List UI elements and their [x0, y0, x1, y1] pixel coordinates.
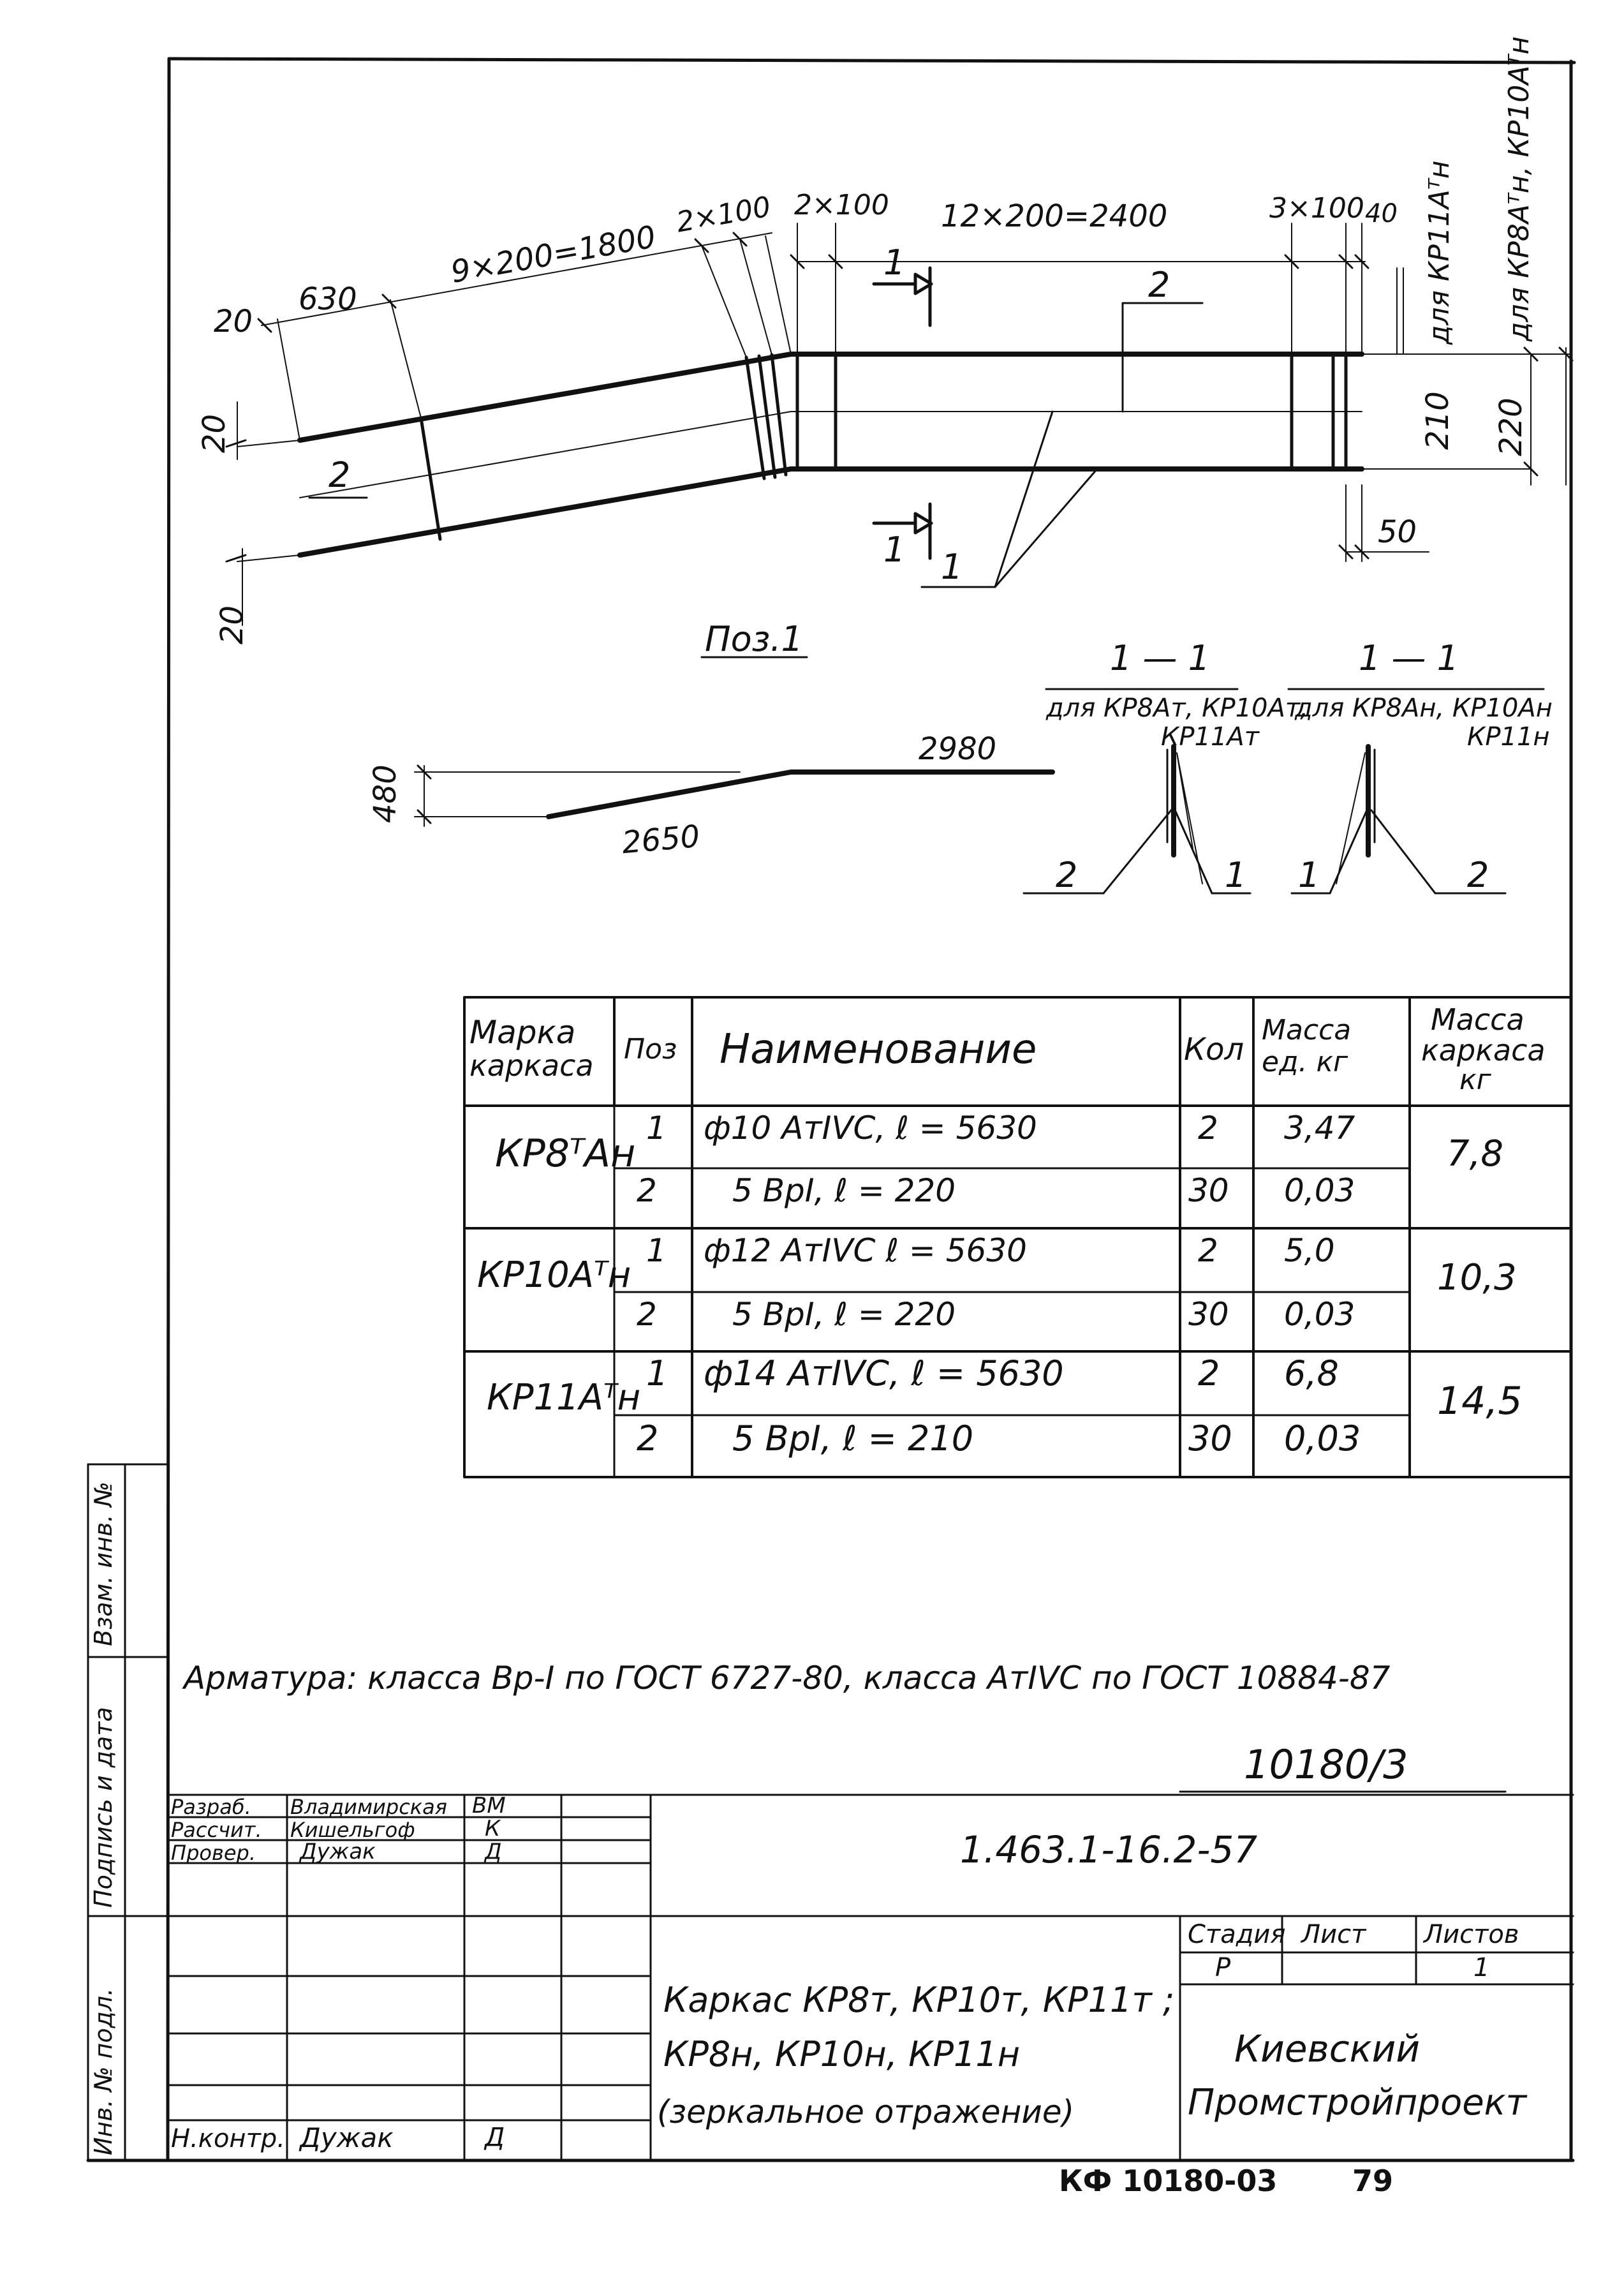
name-row-2: Кишельгоф	[290, 1818, 415, 1842]
pos-label-bar2-left: 2	[328, 455, 351, 495]
sheet-label: Лист	[1301, 1920, 1366, 1949]
side-stamp-original-inv: Инв. № подл.	[89, 1988, 117, 2155]
dim-height-210: 210	[1420, 391, 1456, 450]
frame-left-line	[168, 59, 169, 2160]
group-1-row-1-name: ф10 АтIVС, ℓ = 5630	[704, 1110, 1037, 1147]
section-right-pos-1: 1	[1298, 855, 1320, 895]
vertical-label-kr11: для КР11Аᵀн	[1423, 160, 1456, 345]
group-1-frame-mass: 7,8	[1447, 1133, 1504, 1175]
dim-spacing-bend-right: 2×100	[794, 189, 889, 221]
role-row-1: Разраб.	[171, 1795, 251, 1819]
group-2-row-1-pos: 1	[646, 1232, 667, 1269]
frame-top-line	[169, 59, 1574, 63]
signature-row-1: ВМ	[472, 1793, 506, 1818]
side-stamp-signature-date: Подпись и дата	[89, 1707, 117, 1908]
group-2-row-2-name: 5 ВрI, ℓ = 220	[732, 1296, 956, 1333]
group-1-row-1-qty: 2	[1198, 1110, 1218, 1147]
dim-spacing-bend-left: 2×100	[674, 190, 774, 239]
group-3-mark: КР11Аᵀн	[487, 1377, 641, 1418]
pos-label-bar1: 1	[941, 547, 963, 587]
group-2-mark: КР10Аᵀн	[477, 1254, 631, 1296]
dim-end-40: 40	[1365, 199, 1398, 228]
dim-spacing-left: 9×200=1800	[448, 219, 659, 290]
group-2-row-2-pos: 2	[637, 1296, 657, 1333]
vertical-label-kr8-kr10: для КР8Аᵀн, КР10Аᵀн	[1503, 36, 1535, 341]
dim-spacing-right: 12×200=2400	[941, 198, 1168, 234]
sheet-code: 10180/3	[1244, 1741, 1408, 1788]
section-right-caption-1: для КР8Ан, КР10Ан	[1295, 694, 1553, 723]
organization-line-2: Промстройпроект	[1188, 2082, 1527, 2123]
group-2-row-1-unit-mass: 5,0	[1284, 1232, 1335, 1269]
group-2-frame-mass: 10,3	[1437, 1257, 1517, 1298]
role-row-2: Рассчит.	[171, 1818, 262, 1842]
group-3-row-2-qty: 30	[1188, 1418, 1232, 1459]
dim-height-220: 220	[1493, 398, 1529, 456]
section-left-caption-1: для КР8Ат, КР10Ат,	[1046, 694, 1308, 723]
stage-value: Р	[1215, 1953, 1231, 1982]
role-row-3: Провер.	[171, 1841, 256, 1865]
group-2-row-1-name: ф12 АтIVС ℓ = 5630	[704, 1232, 1027, 1269]
group-1-row-1-unit-mass: 3,47	[1284, 1110, 1355, 1147]
group-1-mark: КР8ᵀАн	[495, 1131, 636, 1176]
bottom-bar-left	[300, 469, 791, 555]
name-row-1: Владимирская	[290, 1795, 447, 1819]
pos1-title: Поз.1	[705, 619, 803, 659]
group-1-row-2-pos: 2	[637, 1172, 657, 1209]
header-mark-line-2: каркаса	[469, 1048, 594, 1083]
page-number: 79	[1352, 2164, 1394, 2198]
section-left-caption-2: КР11Ат	[1161, 722, 1260, 752]
signature-row-7: Д	[485, 2123, 505, 2152]
header-qty: Кол	[1184, 1032, 1244, 1067]
section-mark-top: 1	[883, 242, 906, 283]
sheets-value: 1	[1473, 1953, 1490, 1982]
description-line-2: КР8н, КР10н, КР11н	[663, 2034, 1021, 2074]
section-left-title: 1 — 1	[1110, 638, 1211, 678]
section-left-pos-2: 2	[1056, 855, 1078, 895]
group-3-row-1-name: ф14 АтIVС, ℓ = 5630	[704, 1353, 1064, 1393]
group-1-row-2-name: 5 ВрI, ℓ = 220	[732, 1172, 956, 1209]
signature-row-2: К	[485, 1816, 501, 1841]
organization-line-1: Киевский	[1234, 2027, 1421, 2070]
sheets-label: Листов	[1424, 1920, 1519, 1949]
archive-code: КФ 10180-03	[1059, 2164, 1278, 2198]
section-left-pos-1: 1	[1225, 855, 1247, 895]
name-row-7: Дужак	[300, 2122, 394, 2153]
group-3-row-2-pos: 2	[637, 1418, 659, 1459]
name-row-3: Дужак	[300, 1839, 376, 1864]
header-unit-mass-2: ед. кг	[1262, 1046, 1348, 1078]
side-stamp-replaced-inv: Взам. инв. №	[89, 1481, 117, 1646]
dim-vert-left-bottom: 20	[214, 605, 250, 644]
pos1-height: 480	[367, 764, 403, 823]
header-pos: Поз	[624, 1033, 677, 1066]
pos1-right-length: 2980	[919, 731, 997, 767]
header-frame-mass-3: кг	[1459, 1064, 1491, 1096]
group-2-row-1-qty: 2	[1198, 1232, 1218, 1269]
header-unit-mass-1: Масса	[1262, 1014, 1352, 1046]
group-3-row-2-unit-mass: 0,03	[1284, 1418, 1361, 1459]
header-mark-line-1: Марка	[469, 1014, 576, 1051]
header-name: Наименование	[720, 1026, 1037, 1073]
group-1-row-2-unit-mass: 0,03	[1284, 1172, 1355, 1209]
spec-table	[464, 997, 1571, 1477]
section-right-title: 1 — 1	[1359, 638, 1459, 678]
group-3-frame-mass: 14,5	[1437, 1379, 1523, 1423]
group-1-row-2-qty: 30	[1188, 1172, 1229, 1209]
description-line-1: Каркас КР8т, КР10т, КР11т ;	[663, 1980, 1175, 2020]
group-3-row-2-name: 5 ВрI, ℓ = 210	[732, 1418, 974, 1459]
group-3-row-1-pos: 1	[646, 1353, 668, 1393]
reinforcement-note: Арматура: класса Вр-I по ГОСТ 6727-80, класса АтIVC по ГОСТ 10884-87	[184, 1660, 1391, 1697]
header-frame-mass-2: каркаса	[1421, 1033, 1546, 1067]
group-2-row-2-unit-mass: 0,03	[1284, 1296, 1355, 1333]
group-1-row-1-pos: 1	[646, 1110, 667, 1147]
header-frame-mass-1: Масса	[1431, 1002, 1524, 1037]
section-right-caption-2: КР11н	[1467, 722, 1550, 752]
signature-row-3: Д	[485, 1839, 502, 1864]
group-2-row-2-qty: 30	[1188, 1296, 1229, 1333]
description-line-3: (зеркальное отражение)	[657, 2093, 1075, 2130]
dim-spacing-end: 3×100	[1269, 192, 1364, 225]
stage-label: Стадия	[1188, 1920, 1286, 1949]
pos1-left-length: 2650	[620, 818, 702, 861]
pos-label-bar2-right: 2	[1148, 265, 1170, 305]
dim-end-50: 50	[1378, 514, 1417, 550]
role-row-7: Н.контр.	[171, 2124, 285, 2153]
dim-left-offset: 630	[299, 281, 357, 317]
group-3-row-1-unit-mass: 6,8	[1284, 1353, 1339, 1393]
top-bar-left	[300, 354, 791, 440]
dim-top-left-end: 20	[214, 304, 253, 339]
dim-vert-left-top: 20	[196, 413, 232, 453]
document-code: 1.463.1-16.2-57	[960, 1828, 1258, 1871]
section-mark-bottom: 1	[883, 530, 906, 570]
group-3-row-1-qty: 2	[1198, 1353, 1220, 1393]
section-right-pos-2: 2	[1467, 855, 1489, 895]
